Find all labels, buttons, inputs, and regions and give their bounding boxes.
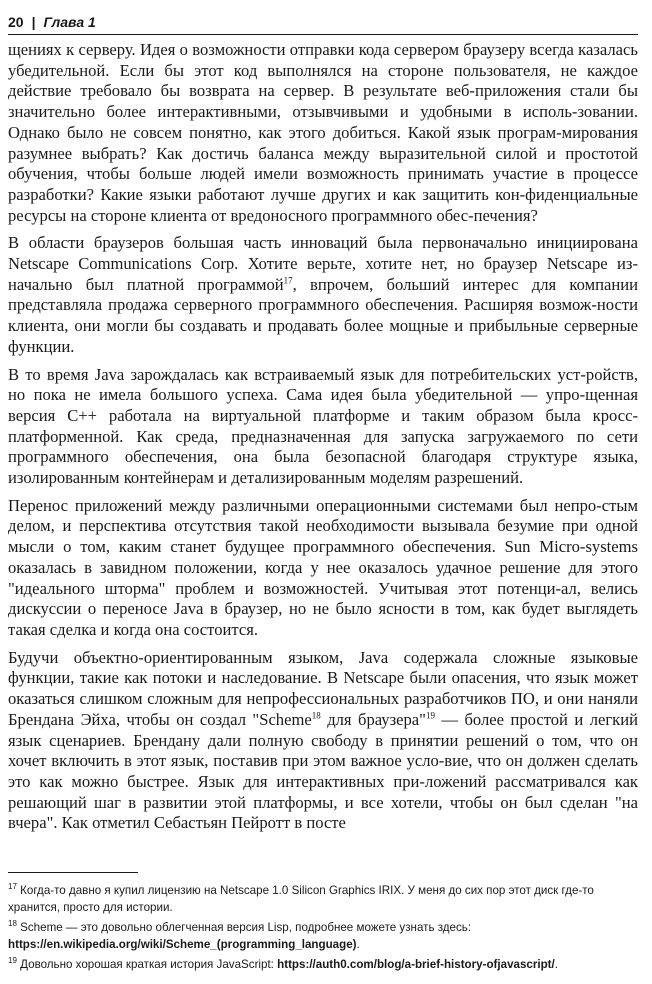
footnote-number: 19 xyxy=(8,956,17,966)
footnote-text: Когда-то давно я купил лицензию на Netscape 1.0 Silicon Graphics IRIX. У меня до сих пор этот диск где-то хранится, просто для истории. xyxy=(8,884,594,914)
footnote-ref-19[interactable]: 19 xyxy=(425,710,435,721)
paragraph-text: — более простой и легкий язык сценариев. Брендану дали полную свободу в принятии решений о том, что он хочет включить в этот язык, поставив при этом важное усло-вие, что он должен сделать это как можно быстрее. Язык для интерактивных при-ложений рассматривался как решающий шаг в развитии этой платформы, и все хотели, чтобы он был сделан "на вчера". Как отметил Себастьян Пейротт в посте xyxy=(8,709,638,833)
paragraph-4 xyxy=(8,496,638,641)
chapter-title: Глава 1 xyxy=(43,14,96,30)
footnote-18 xyxy=(8,920,638,953)
footnote-number: 18 xyxy=(8,919,17,929)
footnote-17 xyxy=(8,883,638,916)
footnote-link[interactable]: https://auth0.com/blog/a-brief-history-ofjavascript/ xyxy=(277,958,555,971)
footnote-19 xyxy=(8,957,638,974)
paragraph-text: для браузера" xyxy=(320,709,426,729)
paragraph-3 xyxy=(8,365,638,489)
footnote-number: 17 xyxy=(8,882,17,892)
footnotes xyxy=(8,883,638,978)
paragraph-text: Будучи объектно-ориентированным языком, Java содержала сложные языковые функции, такие как потоки и наследование. В Netscape были опасения, что язык может оказаться слишком сложным для непрофессиональных разработчиков ПО, и они наняли Брендана Эйха, чтобы он создал "Scheme xyxy=(8,647,638,729)
footnote-text: Scheme — это довольно облегченная версия Lisp, подробнее можете узнать здесь: xyxy=(20,921,472,934)
footnote-tail: . xyxy=(554,958,558,971)
paragraph-text: , впрочем, больший интерес для компании представляла продажа серверного программного обеспечения. Расширяя возмож-ности клиента, они могли бы создавать и продавать более мощные и прибыльные серверные функции. xyxy=(8,274,638,356)
paragraph-text: В области браузеров большая часть инноваций была первоначально инициирована Netscape Communications Corp. Хотите верьте, хотите нет, но браузер Netscape из-начально был платной программой xyxy=(8,233,638,294)
page-number: 20 xyxy=(8,14,24,30)
paragraph-2 xyxy=(8,233,638,357)
paragraph-text: Перенос приложений между различными операционными системами был непро-стым делом, и перспектива отсутствия такой необходимости вызывала безумие при одной мысли о том, каким станет будущее программного обеспечения. Sun Micro-systems оказалась в завидном положении, когда у нее оказалось удачное решение для этого "идеального шторма" проблем и возможностей. Учитывая этот потенци-ал, велись дискуссии о переносе Java в браузер, но не было ясности в том, как будет выглядеть такая сделка и когда она состоится. xyxy=(8,495,638,639)
footnote-text: Довольно хорошая краткая история JavaScript: xyxy=(20,958,278,971)
footnote-tail: . xyxy=(356,937,360,951)
paragraph-1 xyxy=(8,40,638,226)
paragraph-text: В то время Java зарождалась как встраиваемый язык для потребительских уст-ройств, но пока не имела большого успеха. Сама идея была убедительной — упро-щенная версия C++ работала на виртуальной платформе и таким образом была кросс-платформенной. Как среда, предназначенная для запуска загружаемого по сети программного обеспечения, она была безопасной благодаря структуре языка, изолированным контейнерам и детализированным моделям разрешений. xyxy=(8,364,638,488)
footnote-link[interactable]: https://en.wikipedia.org/wiki/Scheme_(programming_language) xyxy=(8,937,357,951)
running-head xyxy=(8,14,638,35)
header-separator: | xyxy=(31,14,36,30)
paragraph-text: щениях к серверу. Идея о возможности отправки кода сервером браузеру всегда казалась убедительной. Если бы этот код выполнялся на стороне пользователя, не каждое действие требовало бы возврата на сервер. В результате веб-приложения стали бы значительно более интерактивными, отзывчивыми и удобными в исполь-зовании. Однако было не совсем понятно, как этого добиться. Какой язык програм-мирования разумнее выбрать? Как достичь баланса между выразительной силой и простотой обучения, чтобы больше людей имели возможность принимать участие в процессе разработки? Какие языки работают лучше других и как защитить кон-фиденциальные ресурсы на стороне клиента от вредоносного программного обес-печения? xyxy=(8,40,638,225)
paragraph-5 xyxy=(8,648,638,834)
body-text xyxy=(8,40,638,841)
footnote-divider xyxy=(8,872,138,873)
footnote-ref-17[interactable]: 17 xyxy=(283,275,293,286)
footnote-ref-18[interactable]: 18 xyxy=(311,710,321,721)
